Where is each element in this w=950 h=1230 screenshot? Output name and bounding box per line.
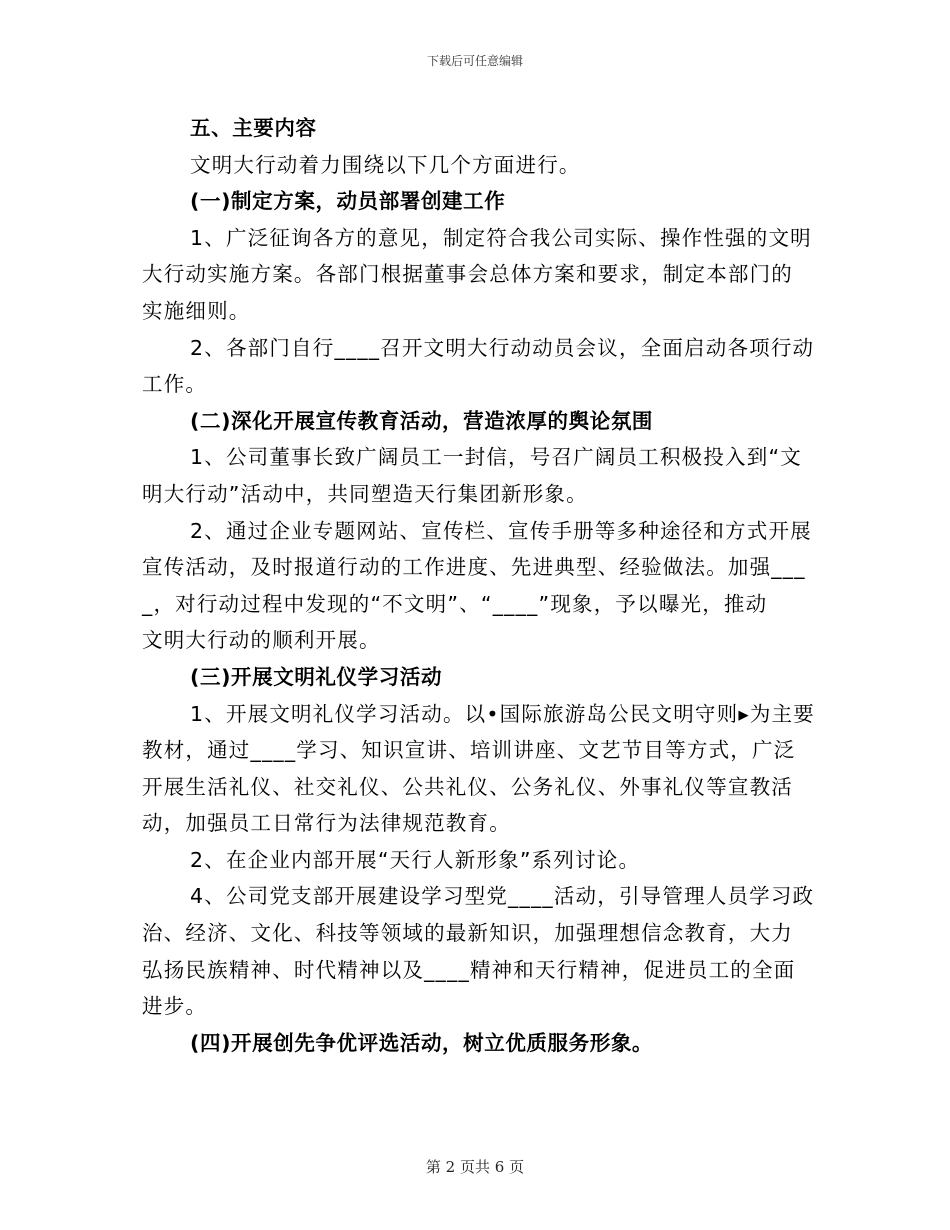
paragraph-line: 实施细则。 (142, 298, 251, 323)
paragraph-line: 1、公司董事长致广阔员工一封信，号召广阔员工积极投入到“文 (190, 445, 802, 470)
paragraph-line: 教材，通过____学习、知识宣讲、培训讲座、文艺节目等方式，广泛 (142, 738, 796, 763)
paragraph-line: 文明大行动的顺利开展。 (142, 628, 381, 653)
paragraph-line: 弘扬民族精神、时代精神以及____精神和天行精神，促进员工的全面 (142, 957, 796, 982)
section-heading: (三)开展文明礼仪学习活动 (190, 664, 443, 689)
paragraph-line: 治、经济、文化、科技等领域的最新知识，加强理想信念教育，大力 (142, 921, 793, 946)
paragraph-line: 大行动实施方案。各部门根据董事会总体方案和要求，制定本部门的 (142, 262, 793, 287)
paragraph-line: 工作。 (142, 372, 208, 397)
document-body (142, 110, 814, 1061)
paragraph-line: 文明大行动着力围绕以下几个方面进行。 (190, 152, 581, 177)
page-footer-number: 第 2 页共 6 页 (425, 1158, 525, 1176)
paragraph-line: 动，加强员工日常行为法律规范教育。 (142, 811, 511, 836)
paragraph-line: 开展生活礼仪、社交礼仪、公共礼仪、公务礼仪、外事礼仪等宣教活 (142, 774, 793, 799)
section-heading: (二)深化开展宣传教育活动，营造浓厚的舆论氛围 (190, 408, 654, 433)
paragraph-line: 4、公司党支部开展建设学习型党____活动，引导管理人员学习政 (190, 884, 815, 909)
paragraph-line: _，对行动过程中发现的“不文明”、“____”现象，予以曝光，推动 (142, 591, 768, 616)
section-heading: 五、主要内容 (190, 116, 317, 140)
paragraph-line: 宣传活动，及时报道行动的工作进度、先进典型、经验做法。加强___ (142, 555, 806, 580)
paragraph-line: 2、通过企业专题网站、宣传栏、宣传手册等多种途径和方式开展 (190, 518, 812, 543)
section-heading: (一)制定方案，动员部署创建工作 (190, 189, 506, 214)
paragraph-line: 2、各部门自行____召开文明大行动动员会议，全面启动各项行动 (190, 335, 815, 360)
page-header-note: 下载后可任意编辑 (426, 54, 523, 68)
paragraph-line: 1、开展文明礼仪学习活动。以•国际旅游岛公民文明守则▸为主要 (190, 701, 815, 726)
paragraph-line: 进步。 (142, 994, 208, 1019)
paragraph-line: 1、广泛征询各方的意见，制定符合我公司实际、操作性强的文明 (190, 225, 812, 250)
paragraph-line: 2、在企业内部开展“天行人新形象”系列讨论。 (190, 847, 641, 872)
paragraph-line: 明大行动”活动中，共同塑造天行集团新形象。 (142, 481, 588, 506)
section-heading: (四)开展创先争优评选活动，树立优质服务形象。 (190, 1030, 654, 1055)
